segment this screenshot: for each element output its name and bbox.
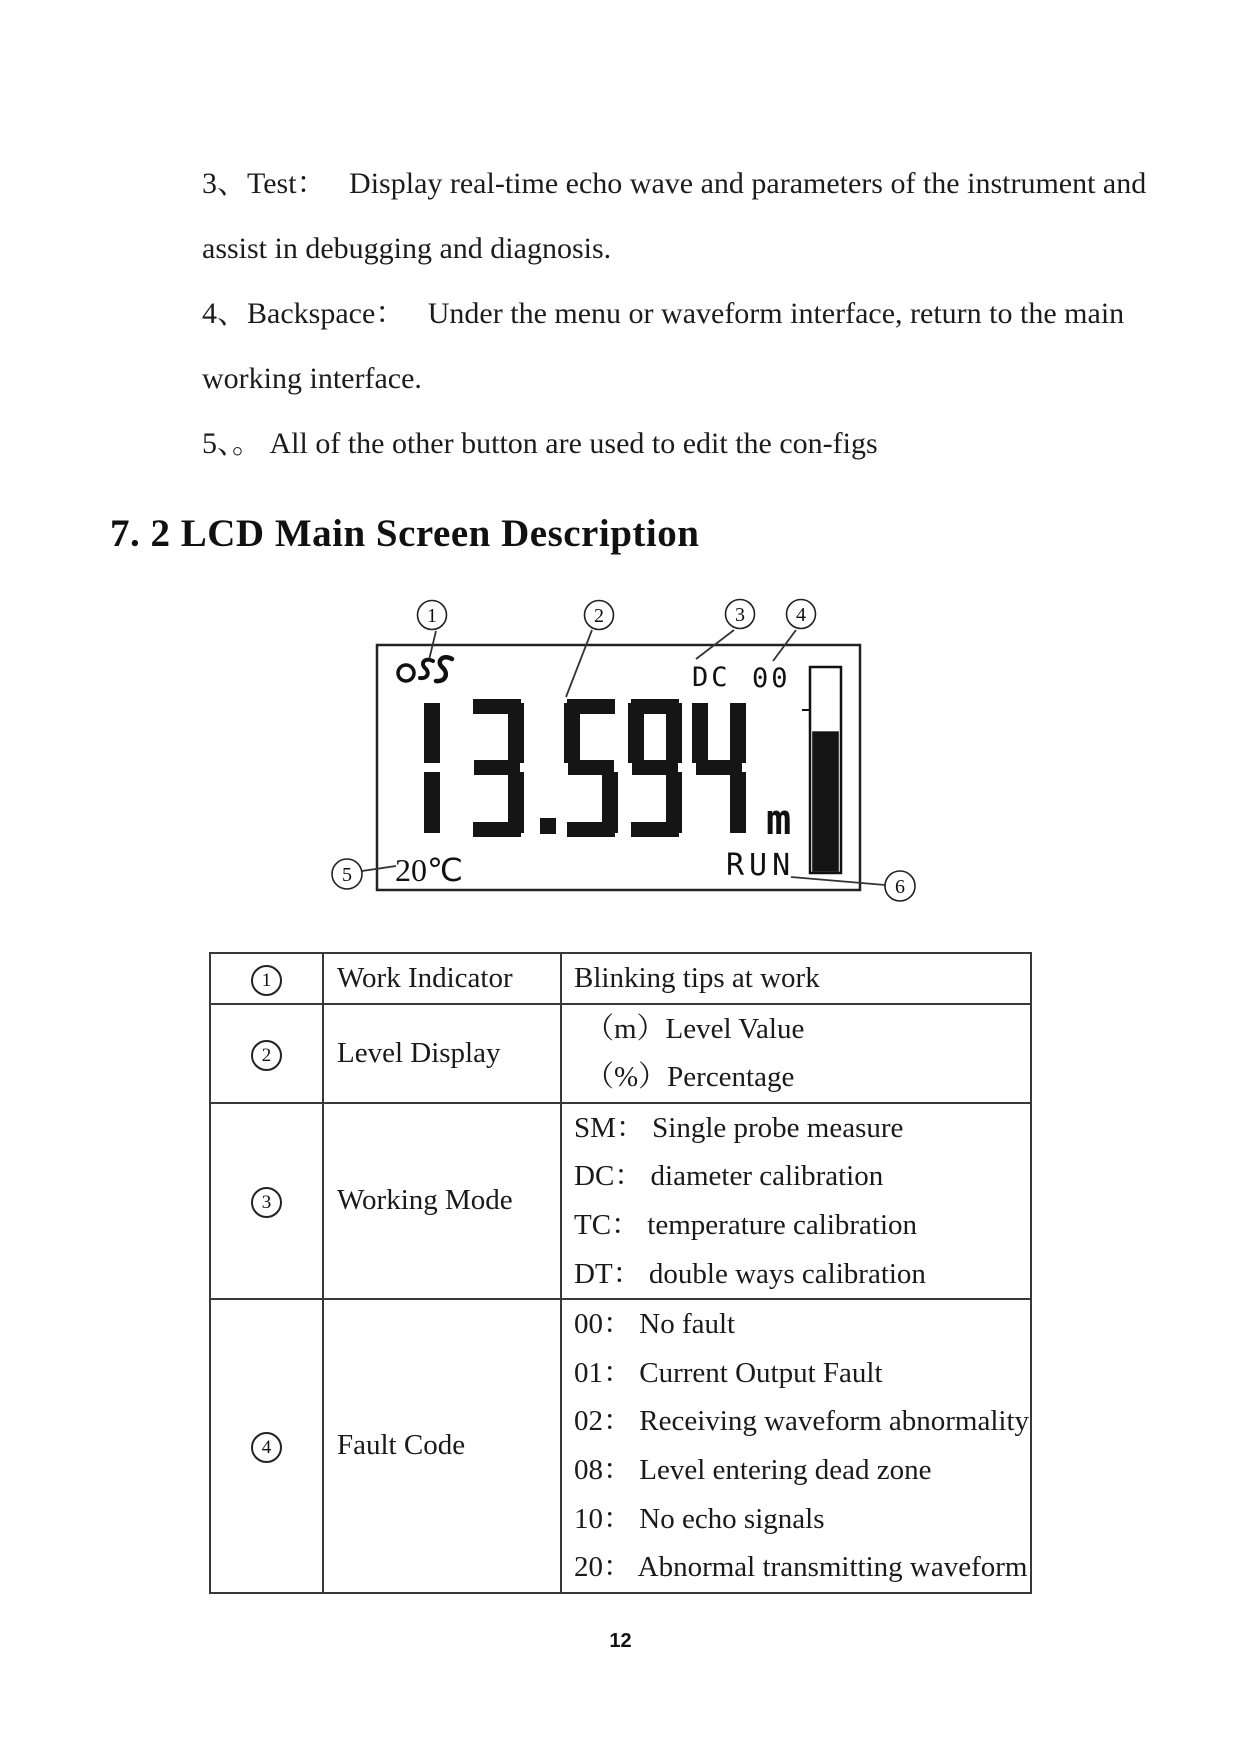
row-name-cell [323, 1299, 561, 1593]
row-name-cell [323, 953, 561, 1004]
circled-number: 1 [251, 965, 282, 996]
row-name: Work Indicator [337, 961, 513, 994]
row-name: Fault Code [337, 1429, 466, 1462]
desc-line: 01： Current Output Fault [574, 1356, 883, 1389]
table-row [210, 1004, 1031, 1103]
callout-1-label: 1 [427, 605, 437, 627]
row-name: Working Mode [337, 1184, 513, 1217]
row-desc-cell [561, 1103, 1031, 1299]
desc-line: （m）Level Value [585, 1012, 805, 1045]
row-name-cell [323, 1004, 561, 1103]
callout-5-label: 5 [342, 864, 352, 886]
body-line: 5、。 All of the other button are used to edit the con-figs [202, 427, 878, 460]
body-line: 4、Backspace： Under the menu or waveform interface, return to the main [202, 297, 1125, 330]
circled-number: 2 [251, 1040, 282, 1071]
row-number-cell [210, 1299, 323, 1593]
row-number-cell [210, 1103, 323, 1299]
desc-line: DC： diameter calibration [574, 1160, 884, 1193]
callout-3-label: 3 [735, 604, 745, 626]
status-value: RUN [726, 848, 796, 883]
desc-line: 02： Receiving waveform abnormality [574, 1405, 1030, 1438]
callout-2-label: 2 [594, 605, 604, 627]
callout-6-label: 6 [895, 876, 905, 898]
desc-line: （%）Percentage [585, 1061, 795, 1094]
desc-line: Blinking tips at work [574, 962, 820, 994]
row-desc-cell [561, 953, 1031, 1004]
row-number-cell [210, 953, 323, 1004]
row-desc-cell [561, 1004, 1031, 1103]
table-row [210, 1299, 1031, 1593]
desc-line: 08： Level entering dead zone [574, 1453, 932, 1486]
body-line: 3、Test： Display real-time echo wave and parameters of the instrument and [202, 167, 1147, 200]
circled-number: 3 [251, 1187, 282, 1218]
body-line: assist in debugging and diagnosis. [202, 232, 612, 265]
body-line: working interface. [202, 362, 422, 395]
fault-code-value: 00 [752, 663, 791, 694]
desc-line: 00： No fault [574, 1308, 736, 1341]
lcd-figure [330, 595, 930, 915]
circled-number: 4 [251, 1432, 282, 1463]
row-desc-cell [561, 1299, 1031, 1593]
desc-line: DT： double ways calibration [574, 1257, 926, 1290]
row-number-cell [210, 1004, 323, 1103]
page-number: 12 [609, 1630, 632, 1652]
row-name-cell [323, 1103, 561, 1299]
lcd-description-table [209, 952, 1032, 1594]
section-heading: 7. 2 LCD Main Screen Description [110, 512, 700, 555]
working-mode-value: DC [692, 662, 731, 693]
desc-line: 20： Abnormal transmitting waveform [574, 1551, 1028, 1584]
table-row [210, 1103, 1031, 1299]
temperature-value: 20℃ [395, 852, 463, 888]
desc-line: TC： temperature calibration [574, 1208, 918, 1241]
level-bar-fill [812, 731, 839, 871]
desc-line: 10： No echo signals [574, 1502, 825, 1535]
row-name: Level Display [337, 1036, 501, 1069]
unit-label: m [766, 795, 792, 844]
table-row [210, 953, 1031, 1004]
desc-line: SM： Single probe measure [574, 1111, 904, 1144]
callout-4-label: 4 [796, 604, 806, 626]
